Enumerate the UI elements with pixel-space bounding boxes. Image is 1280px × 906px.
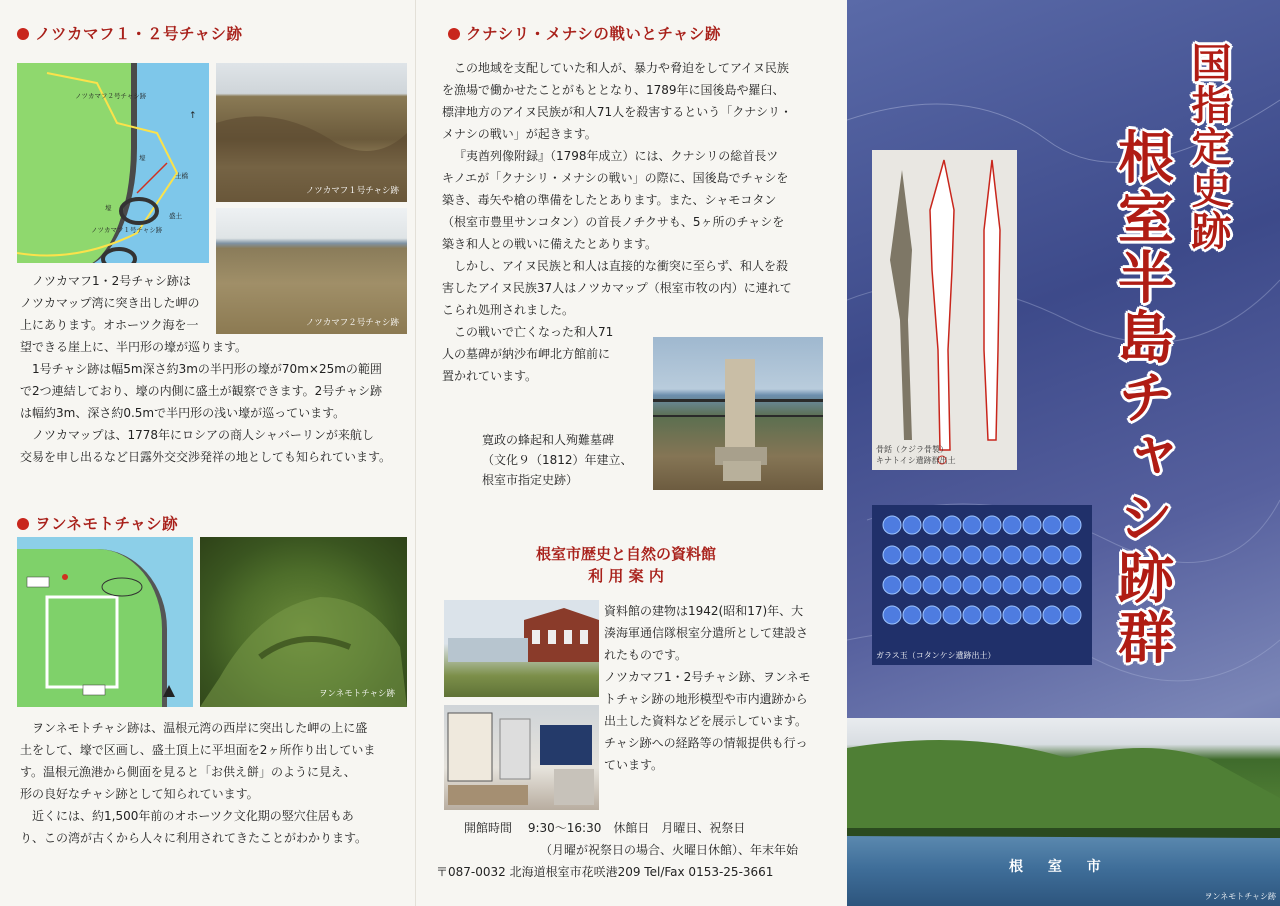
monument-caption bbox=[482, 430, 652, 490]
text-line: ノツカマップは、1778年にロシアの商人シャバーリンが来航し bbox=[32, 428, 374, 442]
photo-terrain bbox=[200, 537, 407, 707]
text-line: 人の墓碑が納沙布岬北方館前に bbox=[442, 347, 611, 361]
notsukamafu-2-photo bbox=[216, 208, 407, 334]
notsukamafu-1-photo bbox=[216, 63, 407, 202]
museum-exterior-photo bbox=[444, 600, 599, 697]
text-line: こられ処刑されました。 bbox=[442, 303, 575, 317]
text-line: 築き、毒矢や槍の準備をしたとあります。また、シャモコタン bbox=[442, 193, 777, 207]
text-line: 『夷酋列像附録』（1798年成立）には、クナシリの総首長ツ bbox=[454, 149, 779, 163]
text-line: 築き和人との戦いに備えたとあります。 bbox=[442, 237, 658, 251]
onnemoto-landscape-photo bbox=[847, 718, 1280, 906]
map-features bbox=[17, 537, 193, 707]
museum-title: 根室市歴史と自然の資料館 bbox=[535, 545, 716, 563]
text-line: ています。 bbox=[604, 758, 664, 772]
text-line: を漁場で働かせたことがもととなり、1789年に国後島や羅臼、 bbox=[442, 83, 785, 97]
beads-caption: ガラス玉（コタンケシ遺跡出土） bbox=[876, 651, 996, 660]
text-line: トチャシ跡の地形模型や市内遺跡から bbox=[604, 692, 808, 706]
map-label: 壕 bbox=[139, 154, 146, 162]
onnemoto-photo bbox=[200, 537, 407, 707]
text-line: 近くには、約1,500年前のオホーツク文化期の竪穴住居もあ bbox=[32, 809, 354, 823]
left-panel bbox=[0, 0, 415, 906]
text-line: この戦いで亡くなった和人71 bbox=[454, 325, 614, 339]
text-line: しかし、アイヌ民族と和人は直接的な衝突に至らず、和人を殺 bbox=[454, 259, 788, 273]
museum-interior-photo bbox=[444, 705, 599, 810]
landscape-terrain bbox=[847, 718, 1280, 906]
hours-line: 開館時間 9:30～16:30 休館日 月曜日、祝祭日 bbox=[464, 821, 746, 835]
section1-body bbox=[20, 336, 410, 468]
museum-body bbox=[604, 600, 844, 776]
notsukamafu-map bbox=[17, 63, 209, 263]
photo-caption: ノツカマフ２号チャシ跡 bbox=[305, 318, 399, 328]
bullet-dot-icon bbox=[17, 518, 29, 530]
monument-photo bbox=[653, 337, 823, 490]
map-label: 壕 bbox=[105, 204, 112, 212]
section2-body bbox=[20, 717, 410, 849]
photo-building bbox=[444, 600, 599, 697]
onnemoto-map bbox=[17, 537, 193, 707]
text-line: 1号チャシ跡は幅5m深さ約3mの半円形の壕が70m×25mの範囲 bbox=[32, 362, 382, 376]
glass-beads-photo bbox=[872, 505, 1092, 665]
text-line: 湊海軍通信隊根室分遣所として建設さ bbox=[604, 626, 809, 640]
bullet-dot-icon bbox=[17, 28, 29, 40]
museum-subtitle: 利 用 案 内 bbox=[588, 567, 664, 585]
opening-hours bbox=[464, 817, 844, 861]
north-arrow-icon: ↑ bbox=[189, 111, 197, 121]
map-label: ノツカマフ２号チャシ跡 bbox=[75, 92, 147, 100]
text-line: 害したアイヌ民族37人はノツカマップ（根室市牧の内）に連れて bbox=[442, 281, 792, 295]
harpoon-drawing bbox=[872, 150, 1017, 470]
text-line: 上にあります。オホーツク海を一 bbox=[20, 318, 199, 332]
photo-exhibit bbox=[444, 705, 599, 810]
text-line: で2つ連結しており、壕の内側に盛土が観察できます。2号チャシ跡 bbox=[20, 384, 382, 398]
beads-drawing bbox=[872, 505, 1092, 665]
text-line: ヲンネモトチャシ跡は、温根元湾の西岸に突出した岬の上に盛 bbox=[32, 721, 368, 735]
text-line: チャシ跡への経路等の情報提供も行っ bbox=[604, 736, 808, 750]
bullet-dot-icon bbox=[448, 28, 460, 40]
text-line: メナシの戦い」が起きます。 bbox=[442, 127, 597, 141]
section-title-text: ノツカマフ１・２号チャシ跡 bbox=[35, 25, 243, 43]
text-line: ノツカマフ1・2号チャシ跡は bbox=[32, 274, 191, 288]
section-title-text: ヲンネモトチャシ跡 bbox=[35, 515, 179, 533]
text-line: 標津地方のアイヌ民族が和人71人を殺害するという「クナシリ・ bbox=[442, 105, 792, 119]
cover-panel bbox=[847, 0, 1280, 906]
section-title-kunashiri bbox=[448, 22, 721, 44]
text-line: この地域を支配していた和人が、暴力や脅迫をしてアイヌ民族 bbox=[454, 61, 789, 75]
text-line: 望できる崖上に、半円形の壕が巡ります。 bbox=[20, 340, 248, 354]
caption-line: 寛政の蜂起和人殉難墓碑 bbox=[482, 433, 615, 447]
bone-harpoon-photo bbox=[872, 150, 1017, 470]
text-line: キノエが「クナシリ・メナシの戦い」の際に、国後島でチャシを bbox=[442, 171, 789, 185]
caption-line: 骨銛（クジラ骨製） bbox=[876, 445, 948, 454]
cover-subtitle: 国指定史跡 bbox=[1185, 42, 1232, 252]
map-label: ノツカマフ１号チャシ跡 bbox=[91, 226, 163, 234]
map-label: 土橋 bbox=[175, 172, 188, 180]
photo-caption: ノツカマフ１号チャシ跡 bbox=[305, 186, 399, 196]
landscape-caption: ヲンネモトチャシ跡 bbox=[1204, 892, 1276, 901]
caption-line: （文化９（1812）年建立、 bbox=[482, 453, 633, 467]
text-line: す。温根元漁港から側面を見ると「お供え餅」のように見え、 bbox=[20, 765, 356, 779]
photo-monument bbox=[653, 337, 823, 490]
map-label: 盛土 bbox=[169, 212, 182, 220]
text-line: 置かれています。 bbox=[442, 369, 538, 383]
hours-note: （月曜が祝祭日の場合、火曜日休館）、年末年始 bbox=[540, 843, 799, 857]
section1-intro bbox=[20, 270, 222, 336]
bone-caption bbox=[876, 444, 956, 466]
photo-terrain bbox=[216, 63, 407, 202]
caption-line: キナトイシ遺跡群出土 bbox=[876, 456, 956, 465]
text-line: 土をして、壕で区画し、盛土頂上に平坦面を2ヶ所作り出していま bbox=[20, 743, 376, 757]
text-line: 出土した資料などを展示しています。 bbox=[604, 714, 808, 728]
text-line: り、この湾が古くから人々に利用されてきたことがわかります。 bbox=[20, 831, 368, 845]
city-name: 根 室 市 bbox=[1009, 859, 1111, 875]
text-line: 交易を申し出るなど日露外交交渉発祥の地としても知られています。 bbox=[20, 450, 392, 464]
address: 〒087-0032 北海道根室市花咲港209 Tel/Fax 0153-25-3661 bbox=[436, 865, 774, 879]
caption-line: 根室市指定史跡） bbox=[482, 473, 579, 487]
photo-caption: ヲンネモトチャシ跡 bbox=[319, 689, 395, 699]
museum-heading bbox=[496, 543, 756, 587]
text-line: 資料館の建物は1942(昭和17)年、大 bbox=[604, 604, 804, 618]
section-title-notsukamafu bbox=[17, 22, 243, 44]
text-line: ノツカマップ湾に突き出した岬の bbox=[20, 296, 200, 310]
middle-panel bbox=[415, 0, 847, 906]
cover-title: 根室半島チャシ跡群 bbox=[1109, 128, 1175, 668]
text-line: （根室市豊里サンコタン）の首長ノチクサも、5ヶ所のチャシを bbox=[442, 215, 785, 229]
text-line: れたものです。 bbox=[604, 648, 688, 662]
section-title-onnemoto bbox=[17, 512, 178, 534]
text-line: ノツカマフ1・2号チャシ跡、ヲンネモ bbox=[604, 670, 811, 684]
text-line: 形の良好なチャシ跡として知られています。 bbox=[20, 787, 259, 801]
text-line: は幅約3m、深さ約0.5mで半円形の浅い壕が巡っています。 bbox=[20, 406, 346, 420]
section-title-text: クナシリ・メナシの戦いとチャシ跡 bbox=[466, 25, 721, 43]
